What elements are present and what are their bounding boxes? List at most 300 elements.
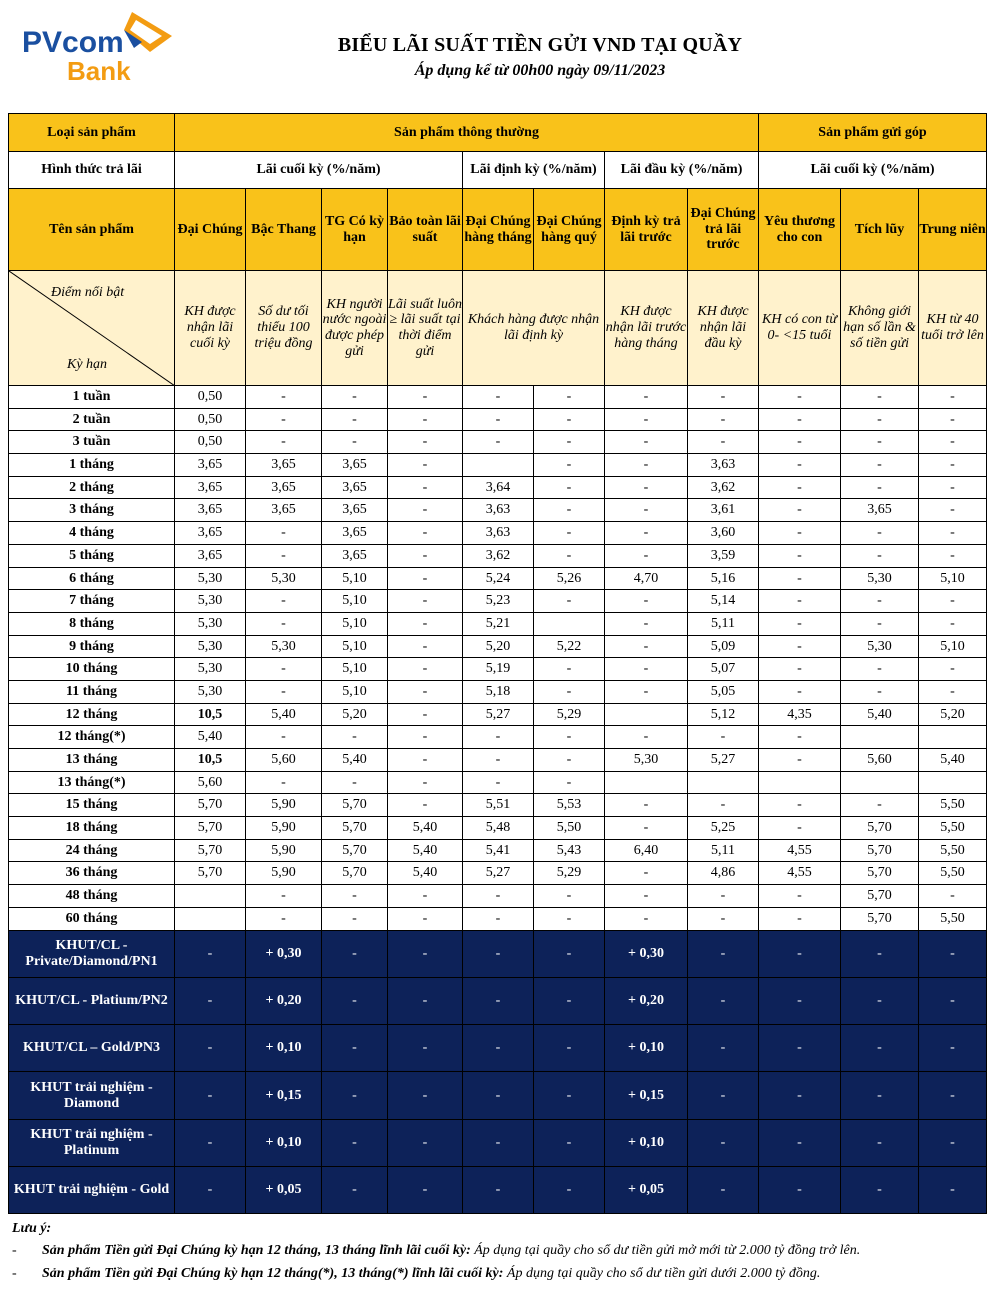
rate-cell: - — [759, 817, 841, 840]
vip-rate-cell: - — [322, 1025, 388, 1072]
rate-cell: - — [463, 885, 534, 908]
rate-cell: - — [534, 431, 605, 454]
rate-cell: 5,24 — [463, 567, 534, 590]
vip-rate-cell: - — [322, 1119, 388, 1166]
rate-cell: 5,60 — [175, 771, 246, 794]
rate-cell: - — [534, 499, 605, 522]
term-row — [9, 431, 987, 454]
rate-cell: 3,63 — [463, 522, 534, 545]
term-row — [9, 567, 987, 590]
vip-rate-cell: - — [919, 1025, 987, 1072]
vip-rate-cell: - — [175, 1025, 246, 1072]
rate-cell: - — [605, 408, 688, 431]
rate-cell: 5,43 — [534, 839, 605, 862]
rate-cell: - — [919, 386, 987, 409]
vip-rate-cell: - — [534, 1025, 605, 1072]
rate-cell: - — [759, 726, 841, 749]
rate-cell: - — [841, 431, 919, 454]
rate-cell: - — [534, 771, 605, 794]
vip-rate-cell: - — [175, 1072, 246, 1119]
rate-cell — [841, 771, 919, 794]
vip-rate-cell: - — [322, 930, 388, 977]
rate-cell: 5,11 — [688, 612, 759, 635]
term-label: 11 tháng — [9, 680, 175, 703]
term-label: 36 tháng — [9, 862, 175, 885]
rate-cell: 3,60 — [688, 522, 759, 545]
product-name: Trung niên — [919, 189, 987, 271]
term-row — [9, 907, 987, 930]
rate-cell: - — [322, 726, 388, 749]
rate-cell: 3,62 — [463, 544, 534, 567]
vip-rate-cell: - — [841, 1025, 919, 1072]
rate-cell: 3,65 — [246, 454, 322, 477]
vip-rate-cell: - — [688, 1072, 759, 1119]
rate-cell: 5,16 — [688, 567, 759, 590]
page-subtitle: Áp dụng kể từ 00h00 ngày 09/11/2023 — [414, 62, 666, 79]
rate-cell: 5,30 — [175, 680, 246, 703]
term-row — [9, 726, 987, 749]
term-row — [9, 635, 987, 658]
note-item-heading: Sản phẩm Tiền gửi Đại Chúng kỳ hạn 12 tháng(*), 13 tháng(*) lĩnh lãi cuối kỳ: — [42, 1266, 504, 1281]
rate-cell: - — [322, 386, 388, 409]
rate-cell: - — [759, 522, 841, 545]
rate-cell: 5,90 — [246, 794, 322, 817]
vip-rate-cell: + 0,05 — [246, 1166, 322, 1213]
rate-cell: - — [605, 817, 688, 840]
vip-rate-cell: - — [463, 1072, 534, 1119]
feature-dinh-ky: Khách hàng được nhận lãi định kỳ — [463, 271, 605, 386]
rate-cell: - — [388, 567, 463, 590]
rate-cell: 5,60 — [246, 749, 322, 772]
rate-cell: 3,65 — [322, 544, 388, 567]
rate-cell: - — [919, 885, 987, 908]
vip-rate-cell: - — [688, 1166, 759, 1213]
rate-cell: 10,5 — [175, 703, 246, 726]
term-label: 18 tháng — [9, 817, 175, 840]
vip-rate-cell: - — [322, 1072, 388, 1119]
term-label: 15 tháng — [9, 794, 175, 817]
product-name: Tích lũy — [841, 189, 919, 271]
rate-cell: - — [463, 726, 534, 749]
rate-cell: - — [605, 544, 688, 567]
rate-cell: - — [388, 749, 463, 772]
term-label: 5 tháng — [9, 544, 175, 567]
rate-cell: 5,20 — [322, 703, 388, 726]
rate-cell: - — [463, 749, 534, 772]
logo-text-top: PVcom — [22, 26, 124, 59]
vip-row — [9, 1072, 987, 1119]
term-label: 9 tháng — [9, 635, 175, 658]
rate-cell: 4,55 — [759, 839, 841, 862]
rate-cell: - — [246, 522, 322, 545]
rate-cell: 5,10 — [919, 567, 987, 590]
vip-rate-cell: - — [463, 977, 534, 1024]
rate-cell: - — [534, 522, 605, 545]
rate-cell — [759, 771, 841, 794]
feature-tg-co-ky-han: KH người nước ngoài được phép gửi — [322, 271, 388, 386]
rate-cell: 3,65 — [322, 454, 388, 477]
term-row — [9, 612, 987, 635]
term-label: 10 tháng — [9, 658, 175, 681]
rate-cell: - — [388, 635, 463, 658]
group-installment: Sản phẩm gửi góp — [759, 114, 987, 152]
rate-cell: - — [759, 680, 841, 703]
vip-rate-cell: - — [688, 977, 759, 1024]
vip-rate-cell: - — [919, 1072, 987, 1119]
vip-rate-cell: - — [388, 1166, 463, 1213]
rate-cell: 3,65 — [175, 476, 246, 499]
term-label: 1 tuần — [9, 386, 175, 409]
rate-cell: 5,41 — [463, 839, 534, 862]
rate-cell: 5,10 — [322, 658, 388, 681]
rate-cell: - — [919, 454, 987, 477]
term-label: 12 tháng — [9, 703, 175, 726]
page-title: BIỂU LÃI SUẤT TIỀN GỬI VND TẠI QUẦY — [337, 34, 743, 56]
rate-cell: 5,09 — [688, 635, 759, 658]
vip-rate-cell: + 0,10 — [605, 1025, 688, 1072]
rate-cell: 0,50 — [175, 408, 246, 431]
rate-cell: 5,10 — [322, 612, 388, 635]
rate-cell: - — [841, 590, 919, 613]
rate-cell: - — [919, 408, 987, 431]
rate-cell: 5,70 — [322, 839, 388, 862]
rate-cell: - — [534, 386, 605, 409]
rate-cell: 5,05 — [688, 680, 759, 703]
rate-cell: 5,29 — [534, 862, 605, 885]
term-label: 13 tháng(*) — [9, 771, 175, 794]
vip-rate-cell: - — [388, 1072, 463, 1119]
rate-cell: - — [841, 612, 919, 635]
rate-cell: 4,35 — [759, 703, 841, 726]
rate-cell: - — [388, 885, 463, 908]
rate-cell: - — [322, 907, 388, 930]
term-row — [9, 703, 987, 726]
rate-cell — [534, 612, 605, 635]
rate-cell: 5,25 — [688, 817, 759, 840]
term-label: 6 tháng — [9, 567, 175, 590]
vip-rate-cell: - — [759, 1072, 841, 1119]
rate-cell: - — [388, 680, 463, 703]
rate-cell: - — [759, 386, 841, 409]
vip-rate-cell: - — [688, 1025, 759, 1072]
rate-cell: - — [841, 544, 919, 567]
rate-cell: - — [463, 408, 534, 431]
rate-cell: 3,65 — [246, 499, 322, 522]
rate-cell: 5,10 — [919, 635, 987, 658]
vip-rate-cell: - — [759, 1166, 841, 1213]
rate-cell: 5,40 — [388, 817, 463, 840]
rate-cell: 5,70 — [841, 907, 919, 930]
vip-rate-cell: + 0,15 — [246, 1072, 322, 1119]
rate-cell: 4,70 — [605, 567, 688, 590]
rate-cell: - — [605, 522, 688, 545]
vip-rate-cell: - — [388, 977, 463, 1024]
rate-cell: 5,40 — [388, 862, 463, 885]
rate-cell: 4,55 — [759, 862, 841, 885]
vip-rate-cell: - — [175, 930, 246, 977]
rate-cell: - — [246, 680, 322, 703]
rate-cell: - — [688, 431, 759, 454]
feature-bao-toan: Lãi suất luôn ≥ lãi suất tại thời điểm gửi — [388, 271, 463, 386]
vip-row — [9, 1119, 987, 1166]
rate-cell — [463, 454, 534, 477]
rate-cell: - — [759, 749, 841, 772]
rate-cell: 3,65 — [246, 476, 322, 499]
rate-cell: - — [688, 408, 759, 431]
product-name: Bậc Thang — [246, 189, 322, 271]
rate-cell: - — [246, 544, 322, 567]
rate-cell: 5,90 — [246, 817, 322, 840]
rate-cell: 5,48 — [463, 817, 534, 840]
header-row-payment-method — [9, 152, 987, 189]
rate-cell: 5,29 — [534, 703, 605, 726]
vip-row — [9, 1166, 987, 1213]
rate-cell: 5,10 — [322, 635, 388, 658]
rate-cell: - — [841, 476, 919, 499]
payment-upfront: Lãi đầu kỳ (%/năm) — [605, 152, 759, 189]
rate-cell: - — [605, 454, 688, 477]
rate-cell: - — [919, 590, 987, 613]
rate-cell: - — [605, 499, 688, 522]
rate-cell: 5,10 — [322, 590, 388, 613]
rate-cell: 5,26 — [534, 567, 605, 590]
rate-cell: - — [605, 885, 688, 908]
vip-rate-cell: - — [463, 1119, 534, 1166]
rate-cell: - — [388, 408, 463, 431]
rate-cell: - — [388, 726, 463, 749]
vip-row — [9, 930, 987, 977]
vip-rate-cell: + 0,20 — [605, 977, 688, 1024]
rate-cell: 5,07 — [688, 658, 759, 681]
rate-cell: 5,60 — [841, 749, 919, 772]
vip-rate-cell: - — [322, 1166, 388, 1213]
rate-cell: 3,62 — [688, 476, 759, 499]
rate-cell: 5,40 — [322, 749, 388, 772]
rate-cell: 5,21 — [463, 612, 534, 635]
rate-cell: - — [688, 386, 759, 409]
rate-cell: - — [605, 794, 688, 817]
rate-cell: 5,70 — [841, 839, 919, 862]
product-name: Đại Chúng trả lãi trước — [688, 189, 759, 271]
rate-cell: - — [759, 544, 841, 567]
rate-cell: - — [463, 771, 534, 794]
rate-cell: - — [919, 499, 987, 522]
rate-cell: 5,14 — [688, 590, 759, 613]
vip-rate-cell: - — [534, 1119, 605, 1166]
vip-rate-cell: - — [388, 1119, 463, 1166]
rate-cell: - — [534, 658, 605, 681]
vip-rate-cell: - — [463, 1166, 534, 1213]
rate-cell: - — [605, 612, 688, 635]
term-label: 13 tháng — [9, 749, 175, 772]
rate-cell — [605, 703, 688, 726]
vip-rate-cell: - — [534, 1072, 605, 1119]
rate-cell: 5,10 — [322, 680, 388, 703]
rate-cell — [175, 885, 246, 908]
rate-cell: 5,30 — [175, 590, 246, 613]
rate-cell: - — [759, 431, 841, 454]
rate-cell: - — [688, 885, 759, 908]
rate-cell: - — [534, 408, 605, 431]
rate-cell: - — [759, 658, 841, 681]
rate-cell: - — [388, 771, 463, 794]
term-row — [9, 680, 987, 703]
rate-cell: - — [534, 726, 605, 749]
rate-cell: 5,30 — [605, 749, 688, 772]
rate-cell: - — [759, 499, 841, 522]
vip-rate-cell: - — [322, 977, 388, 1024]
rate-cell: - — [841, 794, 919, 817]
rate-cell: - — [759, 476, 841, 499]
rate-cell: - — [841, 454, 919, 477]
rate-cell: 6,40 — [605, 839, 688, 862]
vip-row — [9, 977, 987, 1024]
rate-cell: - — [246, 408, 322, 431]
rate-cell: 5,10 — [322, 567, 388, 590]
note-item-text: Áp dụng tại quầy cho sổ dư tiền gửi dưới 2.000 tỷ đồng. — [503, 1266, 821, 1281]
vip-rate-cell: - — [175, 1119, 246, 1166]
rate-cell: 5,70 — [175, 794, 246, 817]
rate-cell — [605, 771, 688, 794]
term-label: 2 tháng — [9, 476, 175, 499]
rate-cell: 3,63 — [688, 454, 759, 477]
rate-cell: - — [919, 612, 987, 635]
rate-cell: 5,50 — [919, 794, 987, 817]
vip-rate-cell: - — [759, 930, 841, 977]
rate-cell: - — [688, 726, 759, 749]
term-label: 4 tháng — [9, 522, 175, 545]
rate-cell: - — [246, 431, 322, 454]
rate-cell: 5,50 — [919, 907, 987, 930]
vip-rate-cell: - — [841, 1072, 919, 1119]
rate-cell — [688, 771, 759, 794]
vip-rate-cell: - — [534, 930, 605, 977]
rate-cell: - — [534, 476, 605, 499]
term-row — [9, 386, 987, 409]
rate-cell: 5,27 — [463, 862, 534, 885]
rate-cell: - — [605, 680, 688, 703]
term-label: 24 tháng — [9, 839, 175, 862]
term-label: 60 tháng — [9, 907, 175, 930]
vip-row — [9, 1025, 987, 1072]
rate-cell: - — [322, 771, 388, 794]
vip-rate-cell: - — [841, 930, 919, 977]
rate-cell: 5,70 — [175, 839, 246, 862]
product-name: Đại Chúng — [175, 189, 246, 271]
term-row — [9, 476, 987, 499]
term-label: 3 tháng — [9, 499, 175, 522]
rate-cell: - — [841, 408, 919, 431]
rate-cell: 5,30 — [246, 635, 322, 658]
vip-rate-cell: - — [759, 1025, 841, 1072]
rate-cell: 5,30 — [175, 635, 246, 658]
vip-rate-cell: - — [688, 1119, 759, 1166]
rate-cell: 5,27 — [688, 749, 759, 772]
term-row — [9, 408, 987, 431]
vip-label: KHUT trải nghiệm - Platinum — [9, 1119, 175, 1166]
product-name: Định kỳ trả lãi trước — [605, 189, 688, 271]
vip-rate-cell: + 0,30 — [605, 930, 688, 977]
rate-cell: - — [322, 431, 388, 454]
rate-cell: - — [759, 567, 841, 590]
rate-cell: - — [246, 771, 322, 794]
rate-cell: - — [388, 476, 463, 499]
vip-rate-cell: - — [841, 1166, 919, 1213]
rate-cell: - — [759, 794, 841, 817]
rate-cell: 5,30 — [175, 658, 246, 681]
term-label: 12 tháng(*) — [9, 726, 175, 749]
rate-cell: - — [919, 544, 987, 567]
rate-cell: - — [759, 590, 841, 613]
vip-label: KHUT trải nghiệm - Gold — [9, 1166, 175, 1213]
note-item-heading: Sản phẩm Tiền gửi Đại Chúng kỳ hạn 12 tháng, 13 tháng lĩnh lãi cuối kỳ: — [42, 1243, 471, 1258]
rate-cell: 5,70 — [175, 862, 246, 885]
rate-cell: 5,20 — [463, 635, 534, 658]
vip-rate-cell: - — [841, 977, 919, 1024]
rate-cell: 5,30 — [246, 567, 322, 590]
vip-rate-cell: - — [175, 1166, 246, 1213]
rate-cell: - — [759, 885, 841, 908]
rate-cell: - — [246, 658, 322, 681]
rate-cell: - — [388, 590, 463, 613]
term-label: 7 tháng — [9, 590, 175, 613]
rate-cell: - — [388, 386, 463, 409]
rate-cell: - — [388, 431, 463, 454]
feature-dinh-ky-tra-truoc: KH được nhận lãi trước hàng tháng — [605, 271, 688, 386]
rate-cell: - — [388, 499, 463, 522]
vip-rate-cell: + 0,20 — [246, 977, 322, 1024]
rate-cell: - — [534, 590, 605, 613]
rate-cell: 5,40 — [246, 703, 322, 726]
rate-cell: 5,70 — [322, 794, 388, 817]
rate-cell: 5,12 — [688, 703, 759, 726]
vip-rate-cell: - — [463, 1025, 534, 1072]
rate-cell: 3,64 — [463, 476, 534, 499]
rate-cell: 3,63 — [463, 499, 534, 522]
term-row — [9, 771, 987, 794]
note-item: - Sản phẩm Tiền gửi Đại Chúng kỳ hạn 12 tháng, 13 tháng lĩnh lãi cuối kỳ: Áp dụng tại quầy cho sổ dư tiền gửi mở mới từ 2.000 tỷ đồng trở lên. — [12, 1243, 861, 1258]
rate-cell: 5,11 — [688, 839, 759, 862]
rate-cell: - — [246, 590, 322, 613]
rate-cell: 5,40 — [175, 726, 246, 749]
rate-cell: - — [388, 907, 463, 930]
rate-cell: 0,50 — [175, 431, 246, 454]
rate-cell: - — [388, 544, 463, 567]
rate-cell: 5,50 — [919, 817, 987, 840]
rate-cell: - — [534, 680, 605, 703]
rate-cell: 4,86 — [688, 862, 759, 885]
vip-rate-cell: - — [534, 977, 605, 1024]
rate-cell: 3,59 — [688, 544, 759, 567]
rate-cell: - — [463, 431, 534, 454]
product-name: Yêu thương cho con — [759, 189, 841, 271]
header-row-product-names — [9, 189, 987, 271]
rate-cell: 5,18 — [463, 680, 534, 703]
feature-yeu-thuong: KH có con từ 0- <15 tuổi — [759, 271, 841, 386]
vip-rate-cell: + 0,10 — [246, 1119, 322, 1166]
vip-rate-cell: - — [919, 930, 987, 977]
rate-cell: - — [919, 431, 987, 454]
notes-section — [12, 1221, 982, 1289]
rate-cell: 3,65 — [175, 454, 246, 477]
rate-cell: - — [605, 658, 688, 681]
rate-cell: - — [605, 726, 688, 749]
vip-rate-cell: - — [688, 930, 759, 977]
rate-cell: - — [534, 749, 605, 772]
rate-cell: 5,27 — [463, 703, 534, 726]
interest-rate-table — [8, 113, 987, 1214]
payment-end-term: Lãi cuối kỳ (%/năm) — [175, 152, 463, 189]
